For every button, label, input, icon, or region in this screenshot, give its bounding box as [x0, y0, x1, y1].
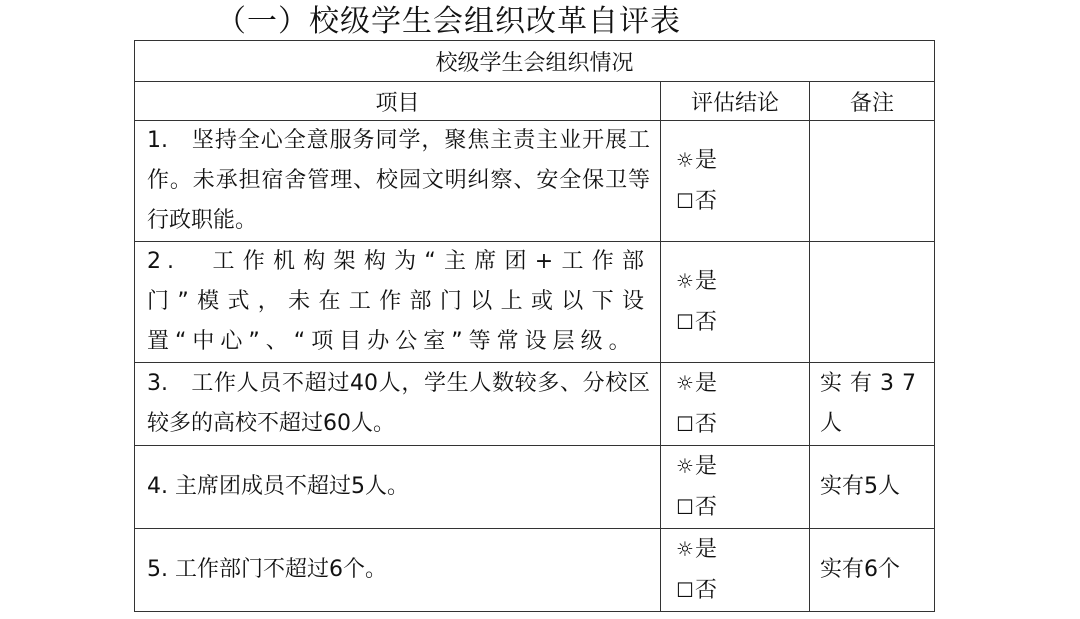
option-no-label: 否: [695, 189, 718, 214]
sun-checkbox-icon: ☼: [676, 148, 694, 172]
note-cell: 实有6个: [810, 529, 935, 612]
table-row: [135, 242, 935, 363]
empty-checkbox-icon: ☐: [676, 189, 694, 213]
item-text: 2. 工作机构架构为“主席团+工作部门”模式，未在工作部门以上或以下设置“中心”、“项目办公室”等常设层级。: [135, 242, 661, 363]
option-yes[interactable]: [675, 140, 809, 181]
option-yes[interactable]: [675, 529, 809, 570]
column-header-note: 备注: [810, 82, 935, 121]
conclusion-cell: [661, 446, 810, 529]
conclusion-cell: [661, 121, 810, 242]
column-header-item: 项目: [135, 82, 661, 121]
conclusion-cell: [661, 529, 810, 612]
conclusion-cell: [661, 363, 810, 446]
note-cell: 实有37人: [810, 363, 935, 446]
item-text: 5. 工作部门不超过6个。: [135, 529, 661, 612]
sun-checkbox-icon: ☼: [676, 371, 694, 395]
empty-checkbox-icon: ☐: [676, 495, 694, 519]
option-yes[interactable]: [675, 261, 809, 302]
table-caption: 校级学生会组织情况: [135, 41, 935, 82]
conclusion-cell: [661, 242, 810, 363]
item-text: 4. 主席团成员不超过5人。: [135, 446, 661, 529]
option-no[interactable]: [675, 487, 809, 528]
document-title: （一）校级学生会组织改革自评表: [216, 4, 681, 39]
option-no-label: 否: [695, 310, 718, 335]
column-header-conclusion: 评估结论: [661, 82, 810, 121]
option-yes-label: 是: [695, 537, 718, 562]
item-text: 3. 工作人员不超过40人，学生人数较多、分校区较多的高校不超过60人。: [135, 363, 661, 446]
table-row: [135, 446, 935, 529]
option-no[interactable]: [675, 181, 809, 222]
option-no-label: 否: [695, 578, 718, 603]
option-no-label: 否: [695, 495, 718, 520]
option-yes-label: 是: [695, 269, 718, 294]
sun-checkbox-icon: ☼: [676, 454, 694, 478]
option-no[interactable]: [675, 302, 809, 343]
self-evaluation-table: [134, 40, 935, 612]
sun-checkbox-icon: ☼: [676, 537, 694, 561]
option-no[interactable]: [675, 570, 809, 611]
table-row: [135, 121, 935, 242]
table-row: [135, 363, 935, 446]
option-yes-label: 是: [695, 371, 718, 396]
option-yes-label: 是: [695, 148, 718, 173]
note-cell: [810, 121, 935, 242]
note-cell: 实有5人: [810, 446, 935, 529]
table-caption-row: [135, 41, 935, 82]
option-no[interactable]: [675, 404, 809, 445]
note-cell: [810, 242, 935, 363]
sun-checkbox-icon: ☼: [676, 269, 694, 293]
option-yes-label: 是: [695, 454, 718, 479]
table-header-row: [135, 82, 935, 121]
empty-checkbox-icon: ☐: [676, 310, 694, 334]
item-text: 1. 坚持全心全意服务同学，聚焦主责主业开展工作。未承担宿舍管理、校园文明纠察、安全保卫等行政职能。: [135, 121, 661, 242]
table-row: [135, 529, 935, 612]
empty-checkbox-icon: ☐: [676, 578, 694, 602]
empty-checkbox-icon: ☐: [676, 412, 694, 436]
option-yes[interactable]: [675, 446, 809, 487]
option-no-label: 否: [695, 412, 718, 437]
option-yes[interactable]: [675, 363, 809, 404]
